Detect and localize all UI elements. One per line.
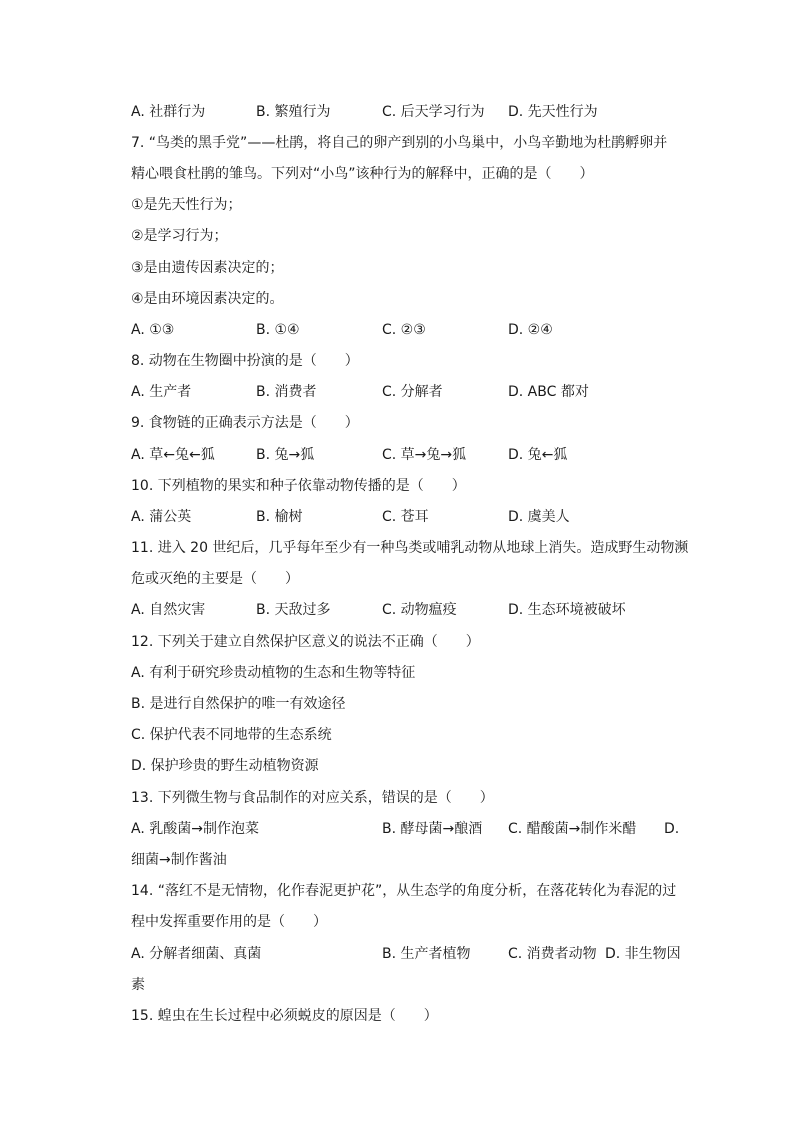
- q14-stem-line1: 14. “落红不是无情物，化作春泥更护花”，从生态学的角度分析，在落花转化为春泥的过: [131, 883, 677, 899]
- q9-option-b: B. 兔→狐: [256, 447, 315, 463]
- q6-option-d: D. 先天性行为: [508, 104, 598, 120]
- q10-option-a: A. 蒲公英: [131, 509, 192, 525]
- q13-option-a: A. 乳酸菌→制作泡菜: [131, 821, 259, 837]
- q12-option-d: D. 保护珍贵的野生动植物资源: [131, 758, 319, 774]
- q10-option-b: B. 榆树: [256, 509, 303, 525]
- q12-option-c: C. 保护代表不同地带的生态系统: [131, 727, 332, 743]
- q11-options: [131, 600, 711, 620]
- q14-options: [131, 944, 711, 964]
- q12-stem: 12. 下列关于建立自然保护区意义的说法不正确（ ）: [131, 634, 480, 650]
- q9-option-d: D. 兔←狐: [508, 447, 568, 463]
- q8-option-a: A. 生产者: [131, 384, 192, 400]
- q8-option-b: B. 消费者: [256, 384, 317, 400]
- q7-option-b: B. ①④: [256, 322, 300, 338]
- q8-option-c: C. 分解者: [382, 384, 443, 400]
- q11-option-a: A. 自然灾害: [131, 602, 206, 618]
- q10-options: [131, 507, 711, 527]
- q14-option-d: D. 非生物因: [605, 946, 681, 962]
- q13-option-d-label: D.: [664, 821, 680, 837]
- q11-option-d: D. 生态环境被破坏: [508, 602, 626, 618]
- q13-option-c: C. 醋酸菌→制作米醋: [508, 821, 637, 837]
- q7-statement-1: ①是先天性行为；: [131, 197, 242, 213]
- q14-stem-line2: 程中发挥重要作用的是（ ）: [131, 914, 327, 930]
- q7-option-c: C. ②③: [382, 322, 426, 338]
- q7-stem-line2: 精心喂食杜鹃的雏鸟。下列对“小鸟”该种行为的解释中，正确的是（ ）: [131, 166, 594, 182]
- q12-option-a: A. 有利于研究珍贵动植物的生态和生物等特征: [131, 665, 416, 681]
- q11-stem-line2: 危或灭绝的主要是（ ）: [131, 571, 299, 587]
- q13-stem: 13. 下列微生物与食品制作的对应关系，错误的是（ ）: [131, 790, 494, 806]
- q13-options: [131, 819, 711, 839]
- q7-statement-4: ④是由环境因素决定的。: [131, 291, 284, 307]
- q13-option-d-wrap: 细菌→制作酱油: [131, 852, 227, 868]
- q9-option-c: C. 草→兔→狐: [382, 447, 467, 463]
- q11-option-c: C. 动物瘟疫: [382, 602, 457, 618]
- q7-option-d: D. ②④: [508, 322, 553, 338]
- q10-option-d: D. 虞美人: [508, 509, 570, 525]
- q8-stem: 8. 动物在生物圈中扮演的是（ ）: [131, 353, 359, 369]
- q8-option-d: D. ABC 都对: [508, 384, 589, 400]
- q7-statement-2: ②是学习行为；: [131, 228, 228, 244]
- q6-options: [131, 102, 711, 122]
- q9-option-a: A. 草←兔←狐: [131, 447, 215, 463]
- q10-option-c: C. 苍耳: [382, 509, 429, 525]
- q7-stem-line1: 7. “鸟类的黑手党”——杜鹃，将自己的卵产到别的小鸟巢中，小鸟辛勤地为杜鹃孵卵并: [131, 135, 668, 151]
- q11-stem-line1: 11. 进入 20 世纪后，几乎每年至少有一种鸟类或哺乳动物从地球上消失。造成野生动物濒: [131, 540, 689, 556]
- q6-option-c: C. 后天学习行为: [382, 104, 485, 120]
- q13-option-b: B. 酵母菌→酿酒: [382, 821, 483, 837]
- q9-stem: 9. 食物链的正确表示方法是（ ）: [131, 415, 359, 431]
- q11-option-b: B. 天敌过多: [256, 602, 331, 618]
- q12-option-b: B. 是进行自然保护的唯一有效途径: [131, 696, 346, 712]
- q6-option-a: A. 社群行为: [131, 104, 206, 120]
- q10-stem: 10. 下列植物的果实和种子依靠动物传播的是（ ）: [131, 478, 466, 494]
- q14-option-c: C. 消费者动物: [508, 946, 597, 962]
- q7-options: [131, 320, 711, 340]
- q9-options: [131, 445, 711, 465]
- q7-option-a: A. ①③: [131, 322, 175, 338]
- q14-option-a: A. 分解者细菌、真菌: [131, 946, 262, 962]
- q14-option-d-wrap: 素: [131, 977, 145, 993]
- q6-option-b: B. 繁殖行为: [256, 104, 331, 120]
- q15-stem: 15. 蝗虫在生长过程中必须蜕皮的原因是（ ）: [131, 1008, 438, 1024]
- q8-options: [131, 382, 711, 402]
- q14-option-b: B. 生产者植物: [382, 946, 471, 962]
- q7-statement-3: ③是由遗传因素决定的；: [131, 260, 284, 276]
